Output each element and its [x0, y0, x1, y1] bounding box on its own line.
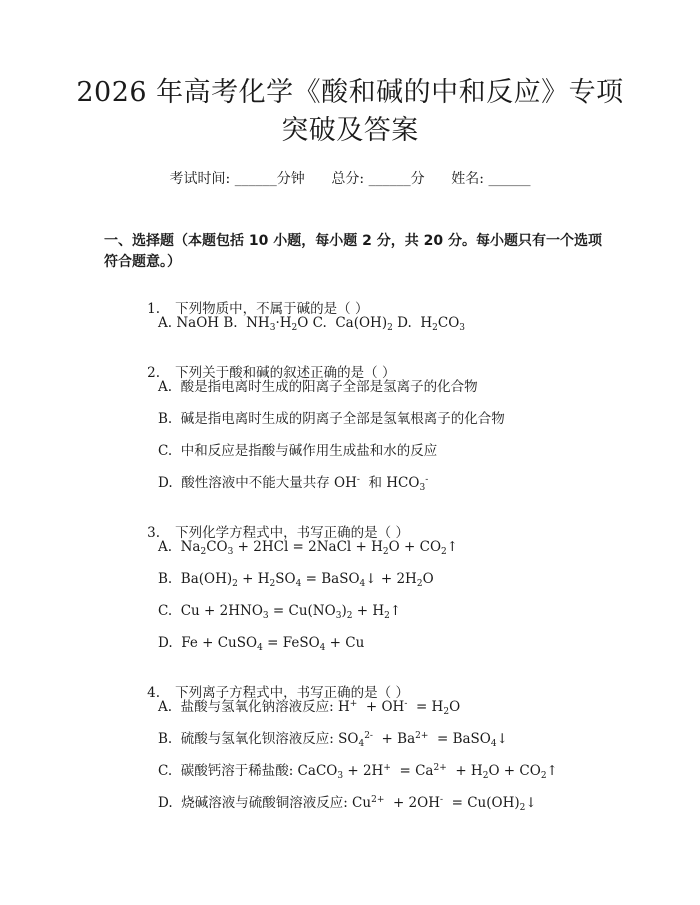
- page-title: [0, 74, 700, 150]
- question-stem: 下列物质中，不属于碱的是（ ）: [175, 301, 369, 317]
- question-number: 1.: [147, 301, 161, 317]
- question-4-option-c: C. 碳酸钙溶于稀盐酸: CaCO$_3$ + $2H^+ = Ca^{2+} + H_2O$ + $CO_2↑$: [158, 763, 558, 781]
- question-stem: 下列化学方程式中，书写正确的是（ ）: [175, 525, 409, 541]
- question-3-option-c: C. $Cu + 2HNO_3 = Cu(NO_3)_2$ + $H_2↑$: [158, 603, 402, 621]
- question-2-option-d: D. 酸性溶液中不能大量共存 OH- 和 $HCO_3^-$: [158, 475, 429, 493]
- question-3-option-d: D. Fe + CuSO$_4$ = FeSO$_4$ + Cu: [158, 635, 365, 653]
- question-2-option-b: B. 碱是指电离时生成的阴离子全部是氢氧根离子的化合物: [158, 411, 505, 427]
- question-2-option-a: A. 酸是指电离时生成的阳离子全部是氢离子的化合物: [158, 379, 478, 395]
- question-stem: 下列离子方程式中，书写正确的是（ ）: [175, 685, 409, 701]
- question-stem: 下列关于酸和碱的叙述正确的是（ ）: [175, 365, 396, 381]
- question-4-option-a: A. 盐酸与氢氧化钠溶液反应: $H^+ + OH^- = H_2O$: [158, 699, 461, 717]
- question-3-option-a: A. $Na_2CO_3 + 2HCl$ = 2NaCl + $H_2O$ + $CO_2↑$: [158, 539, 459, 557]
- question-3-option-b: B. $Ba(OH)_2 + H_2SO_4$ = BaSO$_4$↓ + $2H_2O$: [158, 571, 434, 589]
- question-number: 3.: [147, 525, 161, 541]
- title-line-2: 突破及答案: [281, 115, 419, 146]
- section-heading: 一、选择题（本题包括 10 小题，每小题 2 分，共 20 分。每小题只有一个选项符合题意。）: [104, 233, 602, 270]
- question-4-option-d: D. 烧碱溶液与硫酸铜溶液反应: $Cu^{2+} + 2OH^-$ = $Cu(OH)_2↓$: [158, 795, 537, 813]
- question-1-options: A. NaOH B. $NH_3\cdot H_2O$ C. $Ca(OH)_2$ D. $H_2CO_3$: [158, 315, 465, 333]
- question-4-option-b: B. 硫酸与氢氧化钡溶液反应: $SO_4^{2-} + Ba^{2+}$ = BaSO$_4$↓: [158, 731, 508, 749]
- exam-meta: 考试时间: ______分钟 总分: ______分 姓名: ______: [169, 171, 531, 187]
- question-number: 4.: [147, 685, 161, 701]
- question-number: 2.: [147, 365, 161, 381]
- question-2-option-c: C. 中和反应是指酸与碱作用生成盐和水的反应: [158, 443, 438, 459]
- title-line-1: 2026 年高考化学《酸和碱的中和反应》专项: [76, 77, 624, 108]
